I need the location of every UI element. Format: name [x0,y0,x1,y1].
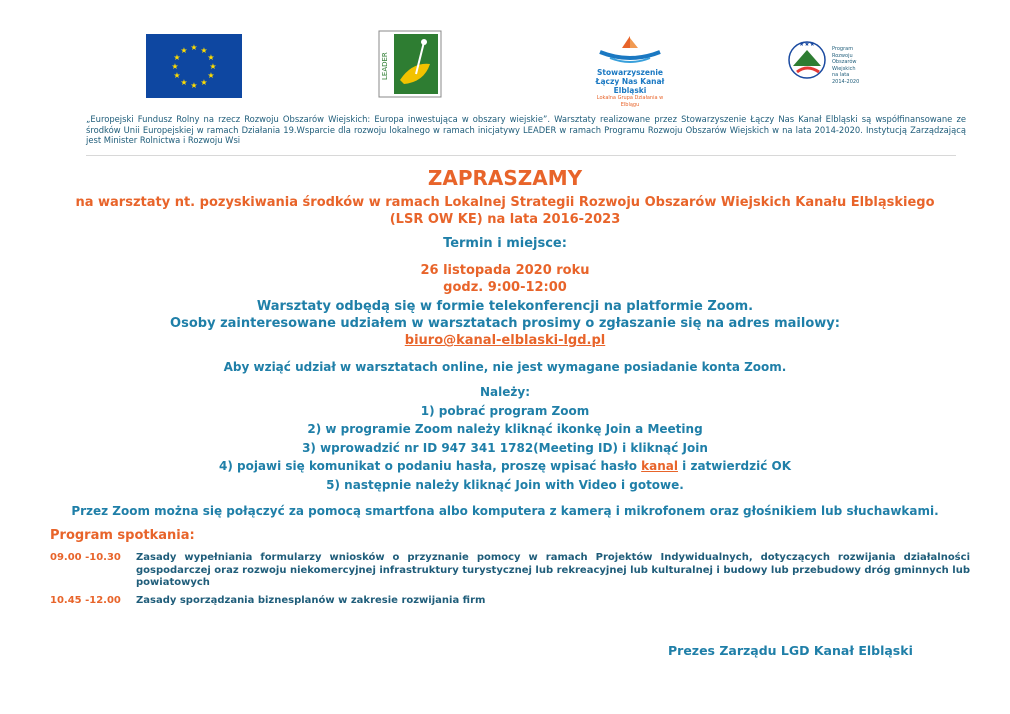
svg-text:★: ★ [200,46,208,55]
svg-text:★: ★ [173,71,181,80]
schedule-time: 10.45 -12.00 [50,595,121,606]
svg-text:★: ★ [209,62,217,71]
step-4-post: i zatwierdzić OK [677,459,792,473]
event-date: 26 listopada 2020 roku [420,263,590,278]
svg-text:★: ★ [190,81,198,90]
prow-line2: Rozwoju [832,52,853,59]
password-value: kanal [641,459,678,473]
page-title: ZAPRASZAMY [427,166,583,190]
email-link[interactable]: biuro@kanal-elblaski-lgd.pl [404,333,606,348]
zoom-line: Warsztaty odbędą się w formie telekonferencji na platformie Zoom. [256,299,754,314]
prow-line5: na lata 2014-2020 [832,72,860,85]
device-line: Przez Zoom można się połączyć za pomocą smartfona albo komputera z kamerą i mikrofonem oraz głośnikiem lub słuchawkami. [71,504,939,518]
svg-text:★★★: ★★★ [798,41,816,48]
svg-text:★: ★ [171,62,179,71]
lgd-logo [590,34,670,108]
boat-icon [590,34,670,64]
eu-flag-icon [146,34,242,98]
svg-text:★: ★ [207,71,215,80]
schedule-desc: Zasady wypełniania formularzy wniosków o przyznanie pomocy w ramach Projektów Indywidualnych, dotyczących rozwijania działalności gospodarczej oraz rozwoju niekomercyjnej infrastruktury turystycznej lub rekreacyjnej lub kulturalnej i budowy lub przebudowy dróg gminnych lub powiatowych [136,552,970,588]
prow-logo [785,36,865,96]
steps-block [0,383,1010,494]
lgd-line1: Stowarzyszenie [597,68,663,77]
subtitle-line2: (LSR OW KE) na lata 2016-2023 [389,212,621,227]
funding-intro: „Europejski Fundusz Rolny na rzecz Rozwoju Obszarów Wiejskich: Europa inwestująca w obszary wiejskie”. Warsztaty realizowane przez Stowarzyszenie Łączy Nas Kanał Elbląski są współfinansowane ze środków Unii Europejskiej w ramach Działania 19.Wsparcie dla rozwoju lokalnego w ramach inicjatywy LEADER w ramach Programu Rozwoju Obszarów Wiejskich w na lata 2014-2020. Instytucją Zarządzającą jest Minister Rolnictwa i Rozwoju Wsi [86,114,966,146]
schedule-item [50,552,970,590]
schedule-time: 09.00 -10.30 [50,552,121,563]
prow-line1: Program [832,46,854,52]
schedule-desc: Zasady sporządzania biznesplanów w zakresie rozwijania firm [136,595,486,606]
lgd-line3: Lokalna Grupa Działania w Elblągu [596,95,664,108]
lgd-line2: Łączy Nas Kanał Elbląski [595,77,665,95]
program-label: Program spotkania: [50,528,195,543]
subtitle-line1: na warsztaty nt. pozyskiwania środków w ramach Lokalnej Strategii Rozwoju Obszarów Wiejskich Kanału Elbląskiego [75,195,935,210]
svg-text:★: ★ [180,46,188,55]
steps-label: Należy: [480,385,530,399]
svg-text:★: ★ [207,53,215,62]
svg-text:★: ★ [173,53,181,62]
schedule-item [50,595,970,608]
step-5: 5) następnie należy kliknąć Join with Video i gotowe. [326,477,684,492]
svg-text:★: ★ [200,78,208,87]
svg-text:LEADER: LEADER [381,52,389,80]
step-2: 2) w programie Zoom należy kliknąć ikonkę Join a Meeting [307,422,703,436]
subtitle [0,194,1010,228]
step-4-pre: 4) pojawi się komunikat o podaniu hasła, proszę wpisać hasło [218,459,642,473]
prow-line3: Obszarów [832,59,857,65]
zoom-block [0,298,1010,349]
signature: Prezes Zarządu LGD Kanał Elbląski [668,643,913,658]
eu-stars-icon [146,34,242,98]
date-block [0,262,1010,296]
prow-emblem-icon [785,36,829,92]
prow-line4: Wiejskich [832,65,856,72]
logo-row [0,30,1010,108]
divider [86,155,956,156]
step-3: 3) wprowadzić nr ID 947 341 1782(Meeting ID) i kliknąć Join [302,440,708,455]
step-4 [0,457,1010,476]
termin-label: Termin i miejsce: [443,236,567,251]
leader-logo-icon [378,30,442,98]
account-line: Aby wziąć udział w warsztatach online, nie jest wymagane posiadanie konta Zoom. [223,360,787,374]
event-hours: godz. 9:00-12:00 [443,280,567,295]
svg-text:★: ★ [180,78,188,87]
svg-text:★: ★ [190,43,198,52]
signup-line: Osoby zainteresowane udziałem w warsztatach prosimy o zgłaszanie się na adres mailowy: [170,316,840,331]
step-1: 1) pobrać program Zoom [420,403,590,418]
